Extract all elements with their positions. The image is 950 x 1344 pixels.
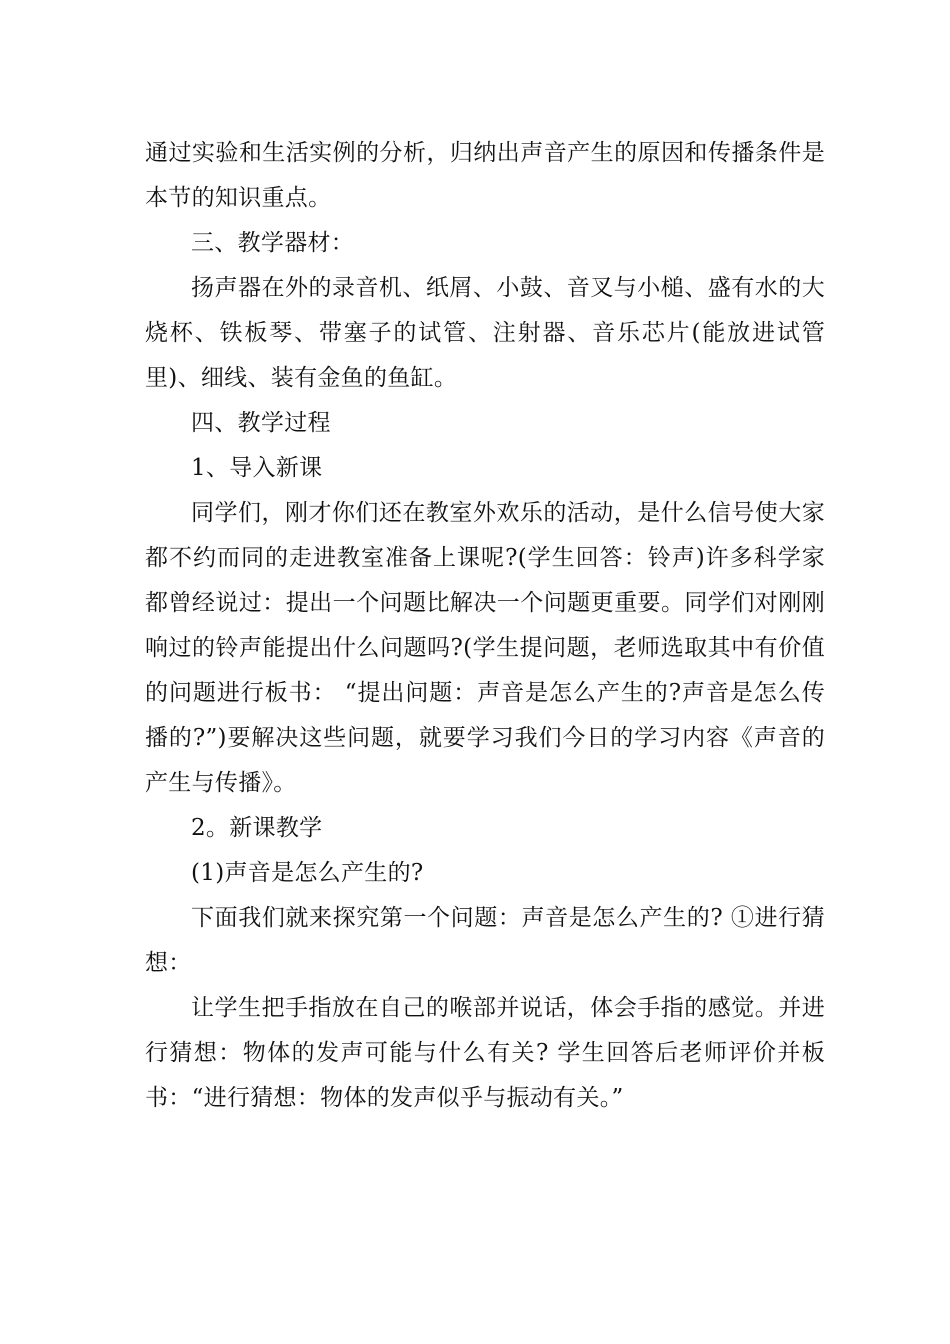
document-body: [145, 131, 825, 1121]
subheading-sound-origin-question: (1)声音是怎么产生的?: [191, 860, 424, 886]
subheading-introduce-lesson: 1、导入新课: [191, 455, 323, 481]
heading-teaching-process: 四、教学过程: [191, 410, 331, 436]
subheading-new-lesson: 2。新课教学: [191, 815, 323, 841]
paragraph-introduction: 同学们，刚才你们还在教室外欢乐的活动，是什么信号使大家都不约而同的走进教室准备上课呢?(学生回答：铃声)许多科学家都曾经说过：提出一个问题比解决一个问题更重要。同学们对刚刚响过的铃声能提出什么问题吗?(学生提问题，老师选取其中有价值的问题进行板书： “提出问题：声音是怎么产生的?声音是怎么传播的?”)要解决这些问题，就要学习我们今日的学习内容《声音的产生与传播》。: [145, 500, 825, 796]
paragraph-hypothesis: 让学生把手指放在自己的喉部并说话，体会手指的感觉。并进行猜想：物体的发声可能与什么有关? 学生回答后老师评价并板书：“进行猜想：物体的发声似乎与振动有关。”: [145, 995, 825, 1111]
paragraph-materials-list: 扬声器在外的录音机、纸屑、小鼓、音叉与小槌、盛有水的大烧杯、铁板琴、带塞子的试管、注射器、音乐芯片(能放进试管里)、细线、装有金鱼的鱼缸。: [145, 275, 825, 391]
paragraph-objective-text: 通过实验和生活实例的分析，归纳出声音产生的原因和传播条件是本节的知识重点。: [145, 140, 825, 211]
paragraph-explore-question: 下面我们就来探究第一个问题：声音是怎么产生的? ①进行猜想：: [145, 905, 825, 976]
heading-teaching-materials: 三、教学器材：: [191, 230, 355, 256]
